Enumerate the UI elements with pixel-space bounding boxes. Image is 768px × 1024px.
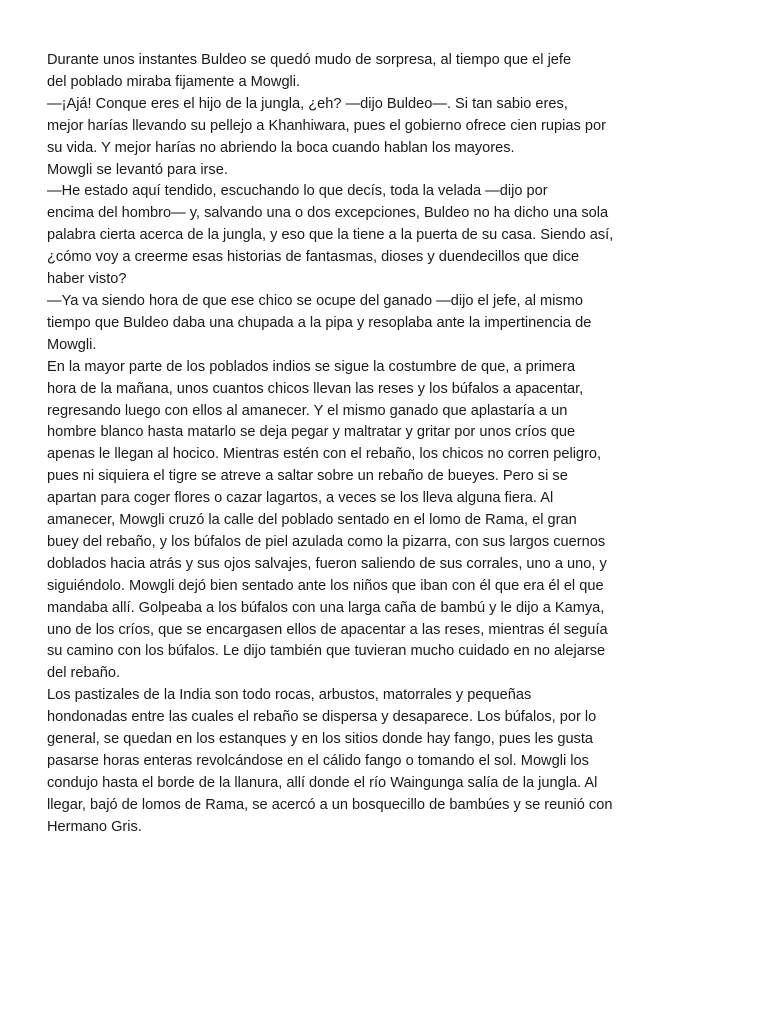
- text-line: llegar, bajó de lomos de Rama, se acercó a un bosquecillo de bambúes y se reunió con: [47, 796, 613, 813]
- text-line: palabra cierta acerca de la jungla, y eso que la tiene a la puerta de su casa. Siendo así,: [47, 227, 614, 244]
- text-line: su camino con los búfalos. Le dijo también que tuvieran mucho cuidado en no alejarse: [47, 643, 606, 660]
- text-line: apenas le llegan al hocico. Mientras estén con el rebaño, los chicos no corren peligro,: [47, 446, 602, 463]
- text-line: tiempo que Buldeo daba una chupada a la pipa y resoplaba ante la impertinencia de: [47, 314, 592, 331]
- text-line: —He estado aquí tendido, escuchando lo que decís, toda la velada —dijo por: [47, 183, 548, 200]
- text-line: buey del rebaño, y los búfalos de piel azulada como la pizarra, con sus largos cuernos: [47, 533, 606, 550]
- text-line: hora de la mañana, unos cuantos chicos llevan las reses y los búfalos a apacentar,: [47, 380, 584, 397]
- text-line: pasarse horas enteras revolcándose en el cálido fango o tomando el sol. Mowgli los: [47, 753, 589, 769]
- text-line: uno de los críos, que se encargasen ellos de apacentar a las reses, mientras él seguía: [47, 621, 608, 638]
- text-line: —Ya va siendo hora de que ese chico se ocupe del ganado —dijo el jefe, al mismo: [47, 292, 583, 309]
- text-line: Hermano Gris.: [47, 818, 142, 835]
- text-line: Mowgli se levantó para irse.: [47, 161, 228, 178]
- text-line: encima del hombro— y, salvando una o dos excepciones, Buldeo no ha dicho una sola: [47, 205, 609, 222]
- text-line: del poblado miraba fijamente a Mowgli.: [47, 73, 301, 90]
- text-line: siguiéndolo. Mowgli dejó bien sentado ante los niños que iban con él que era él el que: [47, 577, 604, 594]
- text-line: mandaba allí. Golpeaba a los búfalos con una larga caña de bambú y le dijo a Kamya,: [47, 599, 605, 616]
- text-line: pues ni siquiera el tigre se atreve a saltar sobre un rebaño de bueyes. Pero si se: [47, 468, 568, 485]
- text-line: —¡Ajá! Conque eres el hijo de la jungla, ¿eh? —dijo Buldeo—. Si tan sabio eres,: [47, 95, 568, 112]
- text-line: general, se quedan en los estanques y en los sitios donde hay fango, pues les gusta: [47, 731, 594, 748]
- text-line: mejor harías llevando su pellejo a Khanhiwara, pues el gobierno ofrece cien rupias por: [47, 117, 606, 134]
- text-line: hombre blanco hasta matarlo se deja pegar y maltratar y gritar por unos críos que: [47, 424, 576, 441]
- text-line: su vida. Y mejor harías no abriendo la boca cuando hablan los mayores.: [47, 139, 515, 156]
- text-line: condujo hasta el borde de la llanura, allí donde el río Waingunga salía de la jungla. Al: [47, 774, 598, 791]
- text-line: apartan para coger flores o cazar lagartos, a veces se los lleva alguna fiera. Al: [47, 490, 554, 507]
- text-line: del rebaño.: [47, 665, 121, 682]
- text-line: haber visto?: [47, 271, 127, 288]
- text-line: Los pastizales de la India son todo rocas, arbustos, matorrales y pequeñas: [47, 687, 532, 704]
- text-line: Durante unos instantes Buldeo se quedó mudo de sorpresa, al tiempo que el jefe: [47, 52, 572, 68]
- text-line: doblados hacia atrás y sus ojos salvajes, fueron saliendo de sus corrales, uno a uno, y: [47, 555, 607, 572]
- text-line: Mowgli.: [47, 336, 97, 353]
- text-line: amanecer, Mowgli cruzó la calle del poblado sentado en el lomo de Rama, el gran: [47, 512, 577, 529]
- text-line: hondonadas entre las cuales el rebaño se dispersa y desaparece. Los búfalos, por lo: [47, 709, 597, 726]
- document-page: [47, 50, 737, 839]
- text-line: regresando luego con ellos al amanecer. Y el mismo ganado que aplastaría a un: [47, 402, 568, 419]
- text-line: ¿cómo voy a creerme esas historias de fantasmas, dioses y duendecillos que dice: [47, 249, 580, 266]
- text-line: En la mayor parte de los poblados indios se sigue la costumbre de que, a primera: [47, 358, 576, 375]
